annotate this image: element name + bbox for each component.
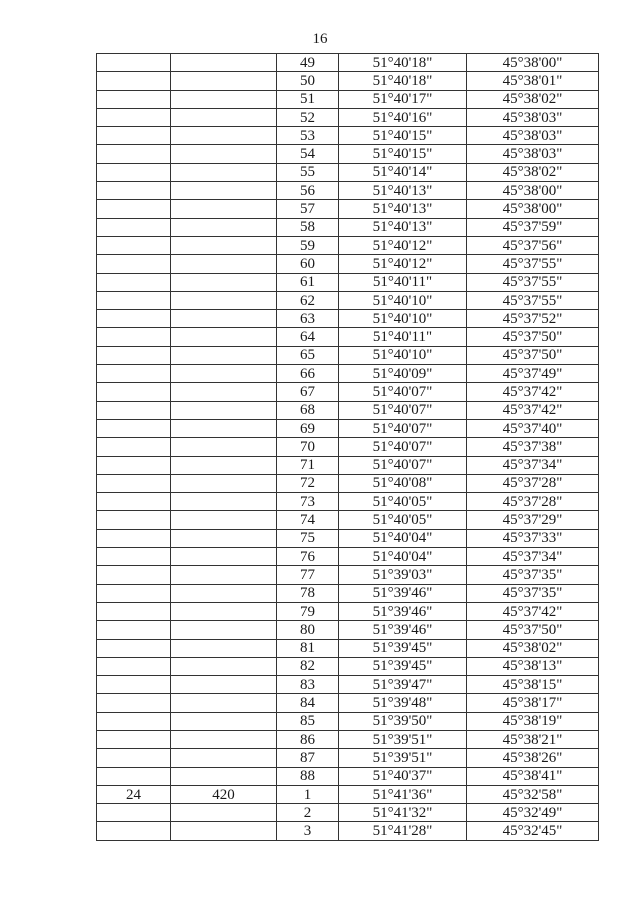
table-row	[97, 511, 599, 529]
latitude-cell: 51°39'48"	[339, 694, 467, 712]
longitude-cell: 45°37'56"	[467, 236, 599, 254]
table-row	[97, 767, 599, 785]
longitude-cell: 45°37'34"	[467, 456, 599, 474]
point-number-cell: 54	[277, 145, 339, 163]
parcel-number-cell	[97, 346, 171, 364]
longitude-cell: 45°37'42"	[467, 383, 599, 401]
latitude-cell: 51°40'05"	[339, 511, 467, 529]
point-number-cell: 86	[277, 730, 339, 748]
latitude-cell: 51°39'46"	[339, 584, 467, 602]
longitude-cell: 45°37'38"	[467, 438, 599, 456]
latitude-cell: 51°40'11"	[339, 273, 467, 291]
point-number-cell: 78	[277, 584, 339, 602]
parcel-number-cell	[97, 145, 171, 163]
longitude-cell: 45°37'59"	[467, 218, 599, 236]
table-row	[97, 236, 599, 254]
table-row	[97, 602, 599, 620]
point-number-cell: 82	[277, 657, 339, 675]
area-cell	[171, 438, 277, 456]
latitude-cell: 51°40'13"	[339, 182, 467, 200]
table-row	[97, 145, 599, 163]
parcel-number-cell	[97, 127, 171, 145]
latitude-cell: 51°39'46"	[339, 602, 467, 620]
point-number-cell: 66	[277, 365, 339, 383]
parcel-number-cell	[97, 383, 171, 401]
latitude-cell: 51°39'51"	[339, 749, 467, 767]
latitude-cell: 51°40'10"	[339, 310, 467, 328]
latitude-cell: 51°40'07"	[339, 383, 467, 401]
point-number-cell: 53	[277, 127, 339, 145]
latitude-cell: 51°40'12"	[339, 255, 467, 273]
area-cell	[171, 474, 277, 492]
area-cell	[171, 602, 277, 620]
area-cell	[171, 236, 277, 254]
longitude-cell: 45°38'03"	[467, 127, 599, 145]
area-cell	[171, 145, 277, 163]
table-row	[97, 365, 599, 383]
parcel-number-cell	[97, 54, 171, 72]
longitude-cell: 45°37'55"	[467, 273, 599, 291]
parcel-number-cell	[97, 90, 171, 108]
latitude-cell: 51°40'12"	[339, 236, 467, 254]
parcel-number-cell	[97, 438, 171, 456]
point-number-cell: 83	[277, 676, 339, 694]
longitude-cell: 45°37'33"	[467, 529, 599, 547]
area-cell	[171, 346, 277, 364]
longitude-cell: 45°37'40"	[467, 419, 599, 437]
area-cell	[171, 511, 277, 529]
longitude-cell: 45°37'35"	[467, 566, 599, 584]
latitude-cell: 51°40'10"	[339, 346, 467, 364]
parcel-number-cell	[97, 749, 171, 767]
longitude-cell: 45°37'42"	[467, 401, 599, 419]
longitude-cell: 45°38'15"	[467, 676, 599, 694]
table-row	[97, 328, 599, 346]
table-row	[97, 182, 599, 200]
parcel-number-cell	[97, 182, 171, 200]
area-cell	[171, 493, 277, 511]
parcel-number-cell	[97, 804, 171, 822]
point-number-cell: 68	[277, 401, 339, 419]
area-cell	[171, 163, 277, 181]
area-cell: 420	[171, 785, 277, 803]
parcel-number-cell	[97, 730, 171, 748]
parcel-number-cell	[97, 602, 171, 620]
parcel-number-cell	[97, 419, 171, 437]
parcel-number-cell	[97, 218, 171, 236]
area-cell	[171, 621, 277, 639]
point-number-cell: 63	[277, 310, 339, 328]
parcel-number-cell	[97, 291, 171, 309]
point-number-cell: 55	[277, 163, 339, 181]
latitude-cell: 51°41'36"	[339, 785, 467, 803]
latitude-cell: 51°40'18"	[339, 54, 467, 72]
table-row	[97, 474, 599, 492]
table-row	[97, 694, 599, 712]
parcel-number-cell: 24	[97, 785, 171, 803]
latitude-cell: 51°39'51"	[339, 730, 467, 748]
area-cell	[171, 639, 277, 657]
area-cell	[171, 456, 277, 474]
latitude-cell: 51°40'05"	[339, 493, 467, 511]
table-row	[97, 822, 599, 840]
table-row	[97, 90, 599, 108]
point-number-cell: 84	[277, 694, 339, 712]
latitude-cell: 51°39'03"	[339, 566, 467, 584]
area-cell	[171, 127, 277, 145]
latitude-cell: 51°40'16"	[339, 108, 467, 126]
latitude-cell: 51°39'45"	[339, 639, 467, 657]
area-cell	[171, 108, 277, 126]
table-row	[97, 749, 599, 767]
longitude-cell: 45°37'55"	[467, 255, 599, 273]
longitude-cell: 45°38'01"	[467, 72, 599, 90]
point-number-cell: 1	[277, 785, 339, 803]
longitude-cell: 45°37'50"	[467, 346, 599, 364]
table-row	[97, 108, 599, 126]
area-cell	[171, 401, 277, 419]
table-row	[97, 529, 599, 547]
longitude-cell: 45°37'52"	[467, 310, 599, 328]
latitude-cell: 51°40'15"	[339, 145, 467, 163]
parcel-number-cell	[97, 328, 171, 346]
longitude-cell: 45°38'19"	[467, 712, 599, 730]
longitude-cell: 45°37'55"	[467, 291, 599, 309]
table-row	[97, 419, 599, 437]
parcel-number-cell	[97, 255, 171, 273]
latitude-cell: 51°39'45"	[339, 657, 467, 675]
area-cell	[171, 310, 277, 328]
longitude-cell: 45°37'28"	[467, 493, 599, 511]
area-cell	[171, 548, 277, 566]
point-number-cell: 87	[277, 749, 339, 767]
point-number-cell: 61	[277, 273, 339, 291]
point-number-cell: 69	[277, 419, 339, 437]
parcel-number-cell	[97, 511, 171, 529]
point-number-cell: 60	[277, 255, 339, 273]
parcel-number-cell	[97, 529, 171, 547]
latitude-cell: 51°39'50"	[339, 712, 467, 730]
longitude-cell: 45°37'42"	[467, 602, 599, 620]
area-cell	[171, 676, 277, 694]
table-row	[97, 72, 599, 90]
longitude-cell: 45°32'58"	[467, 785, 599, 803]
point-number-cell: 88	[277, 767, 339, 785]
latitude-cell: 51°39'47"	[339, 676, 467, 694]
table-row	[97, 712, 599, 730]
table-row	[97, 383, 599, 401]
longitude-cell: 45°38'17"	[467, 694, 599, 712]
table-row	[97, 218, 599, 236]
coordinates-table-body	[97, 54, 599, 841]
table-row	[97, 163, 599, 181]
parcel-number-cell	[97, 584, 171, 602]
longitude-cell: 45°38'41"	[467, 767, 599, 785]
latitude-cell: 51°40'13"	[339, 200, 467, 218]
longitude-cell: 45°37'50"	[467, 328, 599, 346]
table-row	[97, 291, 599, 309]
area-cell	[171, 749, 277, 767]
area-cell	[171, 328, 277, 346]
table-row	[97, 255, 599, 273]
latitude-cell: 51°40'07"	[339, 401, 467, 419]
longitude-cell: 45°32'45"	[467, 822, 599, 840]
point-number-cell: 67	[277, 383, 339, 401]
point-number-cell: 58	[277, 218, 339, 236]
longitude-cell: 45°37'34"	[467, 548, 599, 566]
point-number-cell: 70	[277, 438, 339, 456]
page-number: 16	[312, 31, 328, 47]
table-row	[97, 785, 599, 803]
area-cell	[171, 255, 277, 273]
longitude-cell: 45°38'02"	[467, 90, 599, 108]
latitude-cell: 51°41'28"	[339, 822, 467, 840]
point-number-cell: 80	[277, 621, 339, 639]
point-number-cell: 49	[277, 54, 339, 72]
latitude-cell: 51°40'11"	[339, 328, 467, 346]
latitude-cell: 51°40'04"	[339, 529, 467, 547]
point-number-cell: 65	[277, 346, 339, 364]
table-row	[97, 438, 599, 456]
point-number-cell: 72	[277, 474, 339, 492]
area-cell	[171, 365, 277, 383]
latitude-cell: 51°40'18"	[339, 72, 467, 90]
latitude-cell: 51°40'04"	[339, 548, 467, 566]
longitude-cell: 45°38'03"	[467, 145, 599, 163]
point-number-cell: 57	[277, 200, 339, 218]
point-number-cell: 79	[277, 602, 339, 620]
area-cell	[171, 72, 277, 90]
area-cell	[171, 419, 277, 437]
coordinates-table	[96, 53, 599, 841]
longitude-cell: 45°38'00"	[467, 182, 599, 200]
table-row	[97, 127, 599, 145]
table-row	[97, 54, 599, 72]
parcel-number-cell	[97, 474, 171, 492]
table-row	[97, 621, 599, 639]
point-number-cell: 50	[277, 72, 339, 90]
point-number-cell: 62	[277, 291, 339, 309]
latitude-cell: 51°40'07"	[339, 438, 467, 456]
parcel-number-cell	[97, 493, 171, 511]
point-number-cell: 81	[277, 639, 339, 657]
area-cell	[171, 694, 277, 712]
longitude-cell: 45°38'02"	[467, 639, 599, 657]
longitude-cell: 45°37'28"	[467, 474, 599, 492]
area-cell	[171, 566, 277, 584]
latitude-cell: 51°40'37"	[339, 767, 467, 785]
parcel-number-cell	[97, 566, 171, 584]
area-cell	[171, 712, 277, 730]
table-row	[97, 584, 599, 602]
table-row	[97, 346, 599, 364]
table-row	[97, 639, 599, 657]
longitude-cell: 45°38'00"	[467, 200, 599, 218]
parcel-number-cell	[97, 365, 171, 383]
table-row	[97, 730, 599, 748]
longitude-cell: 45°32'49"	[467, 804, 599, 822]
area-cell	[171, 182, 277, 200]
table-row	[97, 657, 599, 675]
area-cell	[171, 218, 277, 236]
longitude-cell: 45°38'13"	[467, 657, 599, 675]
latitude-cell: 51°40'07"	[339, 419, 467, 437]
parcel-number-cell	[97, 401, 171, 419]
parcel-number-cell	[97, 712, 171, 730]
longitude-cell: 45°38'02"	[467, 163, 599, 181]
longitude-cell: 45°38'00"	[467, 54, 599, 72]
area-cell	[171, 657, 277, 675]
longitude-cell: 45°38'03"	[467, 108, 599, 126]
point-number-cell: 74	[277, 511, 339, 529]
latitude-cell: 51°40'15"	[339, 127, 467, 145]
point-number-cell: 52	[277, 108, 339, 126]
table-row	[97, 200, 599, 218]
point-number-cell: 59	[277, 236, 339, 254]
area-cell	[171, 767, 277, 785]
point-number-cell: 85	[277, 712, 339, 730]
parcel-number-cell	[97, 657, 171, 675]
point-number-cell: 51	[277, 90, 339, 108]
table-row	[97, 401, 599, 419]
latitude-cell: 51°39'46"	[339, 621, 467, 639]
table-row	[97, 456, 599, 474]
parcel-number-cell	[97, 767, 171, 785]
area-cell	[171, 584, 277, 602]
parcel-number-cell	[97, 108, 171, 126]
area-cell	[171, 804, 277, 822]
point-number-cell: 2	[277, 804, 339, 822]
latitude-cell: 51°40'13"	[339, 218, 467, 236]
parcel-number-cell	[97, 456, 171, 474]
point-number-cell: 73	[277, 493, 339, 511]
table-row	[97, 310, 599, 328]
area-cell	[171, 291, 277, 309]
table-row	[97, 676, 599, 694]
parcel-number-cell	[97, 72, 171, 90]
table-row	[97, 273, 599, 291]
parcel-number-cell	[97, 310, 171, 328]
parcel-number-cell	[97, 236, 171, 254]
area-cell	[171, 529, 277, 547]
longitude-cell: 45°37'35"	[467, 584, 599, 602]
parcel-number-cell	[97, 200, 171, 218]
table-row	[97, 566, 599, 584]
latitude-cell: 51°40'09"	[339, 365, 467, 383]
parcel-number-cell	[97, 639, 171, 657]
parcel-number-cell	[97, 676, 171, 694]
longitude-cell: 45°38'21"	[467, 730, 599, 748]
parcel-number-cell	[97, 621, 171, 639]
table-row	[97, 493, 599, 511]
latitude-cell: 51°40'17"	[339, 90, 467, 108]
point-number-cell: 64	[277, 328, 339, 346]
point-number-cell: 77	[277, 566, 339, 584]
latitude-cell: 51°40'14"	[339, 163, 467, 181]
longitude-cell: 45°37'49"	[467, 365, 599, 383]
area-cell	[171, 730, 277, 748]
longitude-cell: 45°38'26"	[467, 749, 599, 767]
point-number-cell: 3	[277, 822, 339, 840]
area-cell	[171, 822, 277, 840]
point-number-cell: 71	[277, 456, 339, 474]
point-number-cell: 76	[277, 548, 339, 566]
latitude-cell: 51°40'10"	[339, 291, 467, 309]
area-cell	[171, 383, 277, 401]
point-number-cell: 75	[277, 529, 339, 547]
area-cell	[171, 273, 277, 291]
table-row	[97, 804, 599, 822]
parcel-number-cell	[97, 273, 171, 291]
point-number-cell: 56	[277, 182, 339, 200]
area-cell	[171, 90, 277, 108]
latitude-cell: 51°41'32"	[339, 804, 467, 822]
area-cell	[171, 200, 277, 218]
area-cell	[171, 54, 277, 72]
table-row	[97, 548, 599, 566]
parcel-number-cell	[97, 548, 171, 566]
parcel-number-cell	[97, 163, 171, 181]
latitude-cell: 51°40'08"	[339, 474, 467, 492]
latitude-cell: 51°40'07"	[339, 456, 467, 474]
parcel-number-cell	[97, 694, 171, 712]
longitude-cell: 45°37'50"	[467, 621, 599, 639]
parcel-number-cell	[97, 822, 171, 840]
longitude-cell: 45°37'29"	[467, 511, 599, 529]
